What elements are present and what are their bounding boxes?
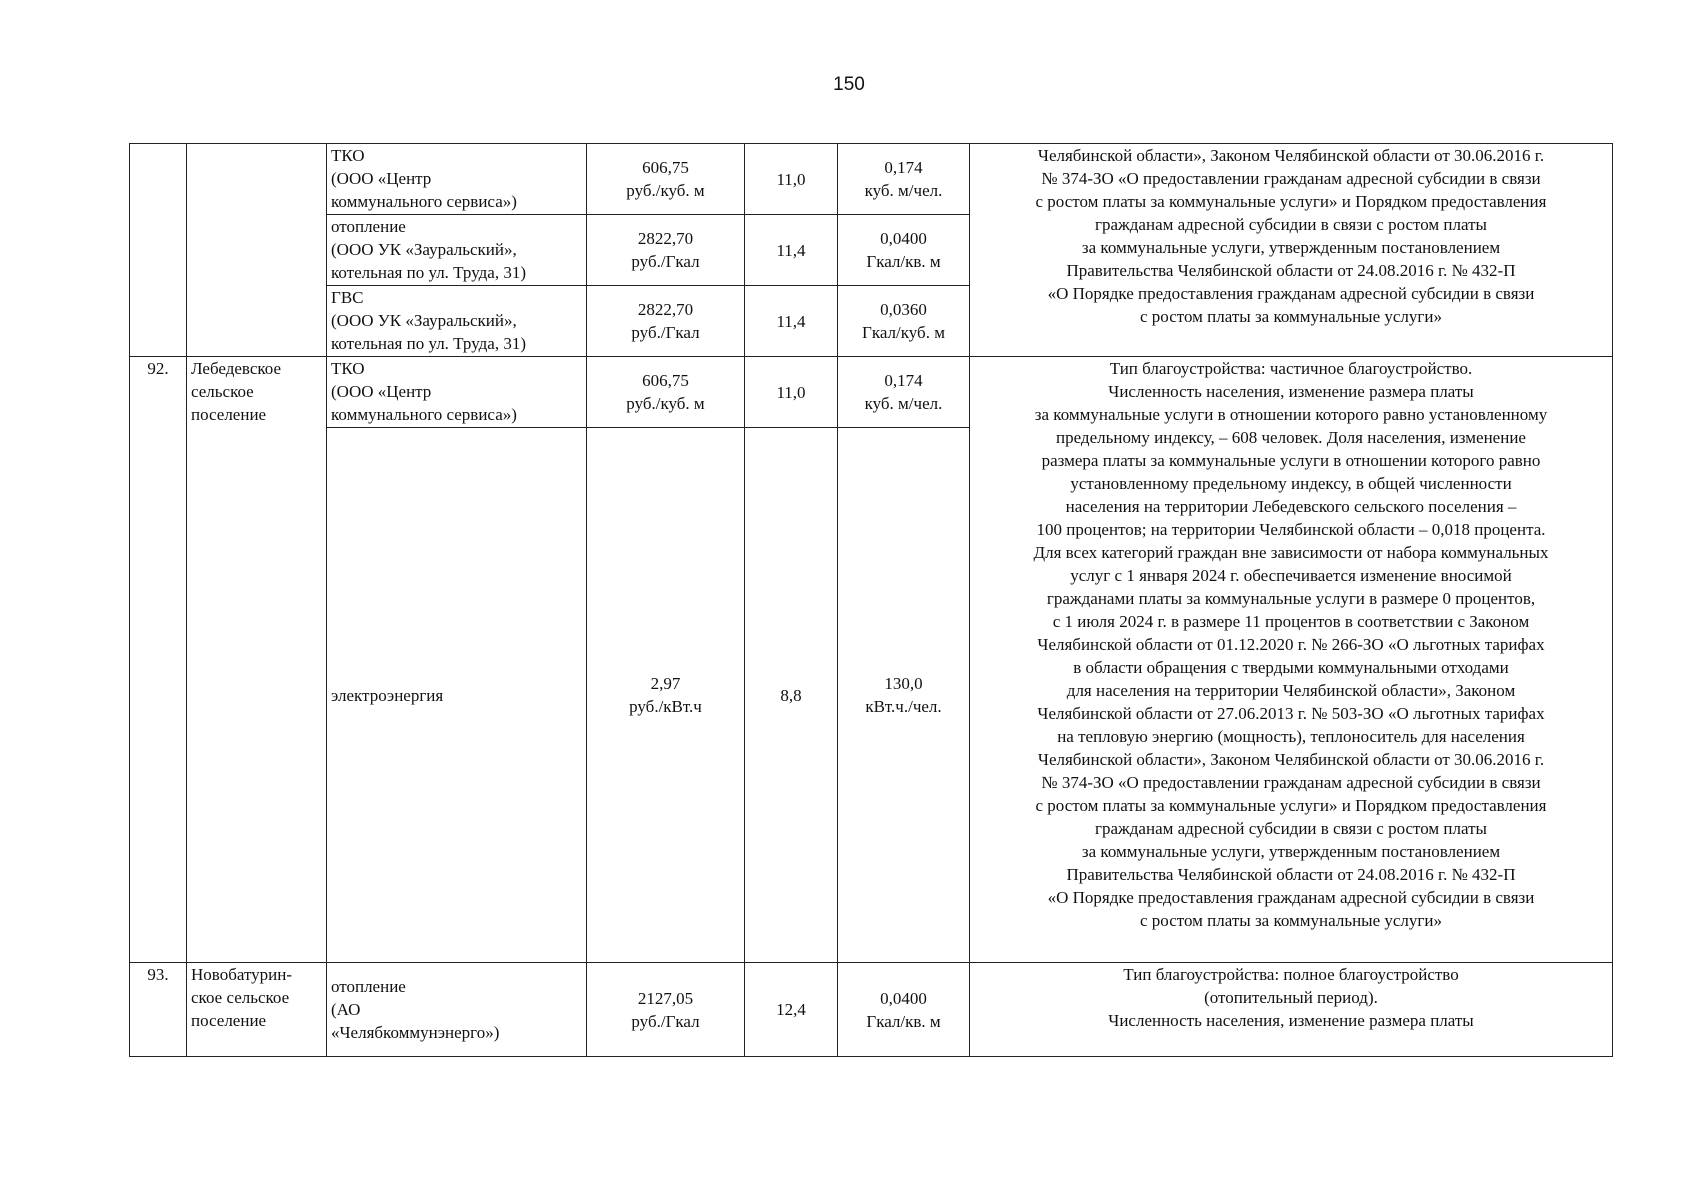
tariff-table <box>129 143 1613 1057</box>
row-number-cell: 92. <box>130 357 187 963</box>
service-index: 11,4 <box>745 215 838 286</box>
settlement-cell <box>187 144 327 357</box>
service-name: отопление (АО «Челябкоммунэнерго») <box>327 963 587 1057</box>
service-name: отопление (ООО УК «Зауральский», котельная по ул. Труда, 31) <box>327 215 587 286</box>
service-norm: 0,174 куб. м/чел. <box>838 357 970 428</box>
service-norm: 0,174 куб. м/чел. <box>838 144 970 215</box>
page-number: 150 <box>833 74 865 95</box>
row-number-cell: 93. <box>130 963 187 1057</box>
service-name: электроэнергия <box>327 428 587 963</box>
row-description: Тип благоустройства: частичное благоустройство. Численность населения, изменение размера платы за коммунальные услуги в отношении которого равно установленному предельному индексу, – 608 человек. Доля населения, изменение размера платы за коммунальные услуги в отношении которого равно установленному предельному индексу, в общей численности населения на территории Лебедевского сельского поселения – 100 процентов; на территории Челябинской области – 0,018 процента. Для всех категорий граждан вне зависимости от набора коммунальных услуг с 1 января 2024 г. обеспечивается изменение вносимой гражданами платы за коммунальные услуги в размере 0 процентов, с 1 июля 2024 г. в размере 11 процентов в соответствии с Законом Челябинской области от 01.12.2020 г. № 266-ЗО «О льготных тарифах в области обращения с твердыми коммунальными отходами для населения на территории Челябинской области», Законом Челябинской области от 27.06.2013 г. № 503-ЗО «О льготных тарифах на тепловую энергию (мощность), теплоноситель для населения Челябинской области», Законом Челябинской области от 30.06.2016 г. № 374-ЗО «О предоставлении гражданам адресной субсидии в связи с ростом платы за коммунальные услуги» и Порядком предоставления гражданам адресной субсидии в связи с ростом платы за коммунальные услуги, утвержденным постановлением Правительства Челябинской области от 24.08.2016 г. № 432-П «О Порядке предоставления гражданам адресной субсидии в связи с ростом платы за коммунальные услуги» <box>970 357 1613 963</box>
service-norm: 0,0400 Гкал/кв. м <box>838 963 970 1057</box>
service-index: 12,4 <box>745 963 838 1057</box>
table-row <box>130 963 1613 1057</box>
service-norm: 130,0 кВт.ч./чел. <box>838 428 970 963</box>
settlement-cell: Лебедевское сельское поселение <box>187 357 327 963</box>
service-norm: 0,0400 Гкал/кв. м <box>838 215 970 286</box>
service-index: 11,0 <box>745 144 838 215</box>
service-tariff: 606,75 руб./куб. м <box>587 357 745 428</box>
service-tariff: 2822,70 руб./Гкал <box>587 286 745 357</box>
row-description: Челябинской области», Законом Челябинской области от 30.06.2016 г. № 374-ЗО «О предоставлении гражданам адресной субсидии в связи с ростом платы за коммунальные услуги» и Порядком предоставления гражданам адресной субсидии в связи с ростом платы за коммунальные услуги, утвержденным постановлением Правительства Челябинской области от 24.08.2016 г. № 432-П «О Порядке предоставления гражданам адресной субсидии в связи с ростом платы за коммунальные услуги» <box>970 144 1613 357</box>
settlement-cell: Новобатурин- ское сельское поселение <box>187 963 327 1057</box>
service-index: 11,4 <box>745 286 838 357</box>
service-index: 8,8 <box>745 428 838 963</box>
row-number-cell <box>130 144 187 357</box>
service-tariff: 2127,05 руб./Гкал <box>587 963 745 1057</box>
service-tariff: 2,97 руб./кВт.ч <box>587 428 745 963</box>
service-name: ТКО (ООО «Центр коммунального сервиса») <box>327 144 587 215</box>
service-name: ГВС (ООО УК «Зауральский», котельная по ул. Труда, 31) <box>327 286 587 357</box>
service-norm: 0,0360 Гкал/куб. м <box>838 286 970 357</box>
service-name: ТКО (ООО «Центр коммунального сервиса») <box>327 357 587 428</box>
service-index: 11,0 <box>745 357 838 428</box>
table-row <box>130 357 1613 428</box>
row-description: Тип благоустройства: полное благоустройство (отопительный период). Численность населения, изменение размера платы <box>970 963 1613 1057</box>
service-tariff: 2822,70 руб./Гкал <box>587 215 745 286</box>
service-tariff: 606,75 руб./куб. м <box>587 144 745 215</box>
table-row <box>130 144 1613 215</box>
